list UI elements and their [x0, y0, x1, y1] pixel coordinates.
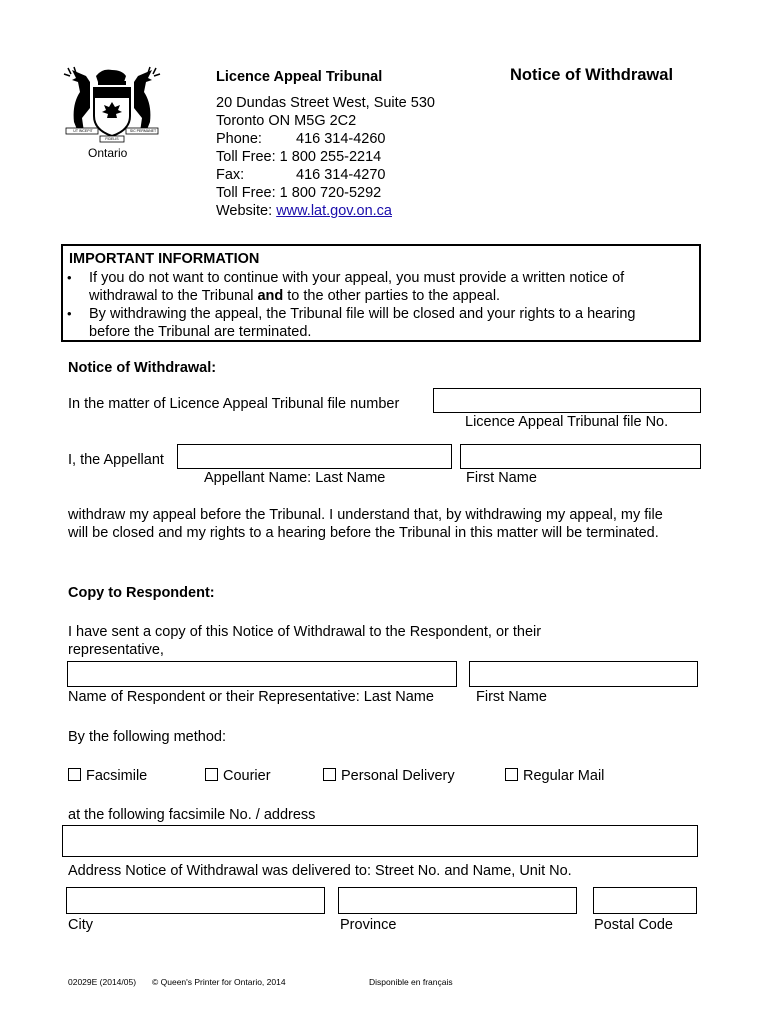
address-line-2: Toronto ON M5G 2C2 — [216, 113, 357, 129]
respondent-first-name-input[interactable] — [469, 661, 698, 687]
website-label: Website: — [216, 203, 273, 219]
bullet-icon: • — [67, 306, 72, 321]
form-number: 02029E (2014/05) — [68, 977, 137, 987]
french-available: Disponible en français — [369, 977, 453, 987]
courier-checkbox[interactable] — [205, 768, 218, 781]
fax-address-input[interactable] — [62, 825, 698, 857]
org-name: Licence Appeal Tribunal — [216, 69, 383, 85]
ontario-coat-of-arms-logo — [62, 66, 162, 166]
info-heading: IMPORTANT INFORMATION — [69, 251, 260, 267]
motto-left: UT INCEPIT — [73, 129, 93, 133]
method-facsimile[interactable]: Facsimile — [68, 768, 147, 784]
method-personal-delivery[interactable]: Personal Delivery — [323, 768, 455, 784]
province-name: Ontario — [88, 146, 128, 160]
coat-of-arms-icon — [62, 66, 162, 146]
info-bullet-2 — [67, 305, 635, 341]
postal-code-input[interactable] — [593, 887, 697, 914]
bullet-icon: • — [67, 270, 72, 285]
appellant-text: I, the Appellant — [68, 452, 164, 468]
info-bullet-1 — [67, 269, 624, 305]
info-bullet-2-line-2: before the Tribunal are terminated. — [89, 324, 312, 340]
respondent-first-name-label: First Name — [476, 689, 547, 705]
withdraw-statement-line-2: will be closed and my rights to a hearing before the Tribunal in this matter will be terminated. — [68, 525, 659, 541]
phone-number: 416 314-4260 — [296, 131, 386, 147]
file-number-label: Licence Appeal Tribunal file No. — [465, 414, 669, 430]
appellant-last-name-label: Appellant Name: Last Name — [204, 470, 386, 486]
personal-delivery-checkbox[interactable] — [323, 768, 336, 781]
province-label: Province — [340, 917, 397, 933]
fax-address-text: at the following facsimile No. / address — [68, 807, 316, 823]
important-information-box — [61, 244, 701, 342]
facsimile-checkbox[interactable] — [68, 768, 81, 781]
doc-title: Notice of Withdrawal — [510, 66, 674, 84]
city-label: City — [68, 917, 93, 933]
sent-copy-line-2: representative, — [68, 642, 164, 658]
motto-bottom: FIDELIS — [105, 137, 119, 141]
info-bullet-1-line-1: If you do not want to continue with your appeal, you must provide a written notice of — [89, 270, 625, 286]
info-bullet-1-line-2: withdrawal to the Tribunal and to the other parties to the appeal. — [89, 288, 501, 304]
method-courier[interactable]: Courier — [205, 768, 271, 784]
appellant-last-name-input[interactable] — [177, 444, 452, 469]
address-line-1: 20 Dundas Street West, Suite 530 — [216, 95, 435, 111]
method-text: By the following method: — [68, 729, 226, 745]
phone-label: Phone: — [216, 131, 262, 147]
copy-heading: Copy to Respondent: — [68, 585, 215, 601]
sent-copy-line-1: I have sent a copy of this Notice of Withdrawal to the Respondent, or their — [68, 624, 542, 640]
regular-mail-checkbox[interactable] — [505, 768, 518, 781]
province-input[interactable] — [338, 887, 577, 914]
toll-free-fax: Toll Free: 1 800 720-5292 — [216, 185, 382, 201]
method-regular-mail[interactable]: Regular Mail — [505, 768, 604, 784]
website-link[interactable]: www.lat.gov.on.ca — [276, 203, 392, 219]
withdraw-statement-line-1: withdraw my appeal before the Tribunal. I understand that, by withdrawing my appeal, my file — [68, 507, 663, 523]
postal-code-label: Postal Code — [594, 917, 673, 933]
info-bullet-2-line-1: By withdrawing the appeal, the Tribunal file will be closed and your rights to a hearing — [89, 306, 636, 322]
fax-number: 416 314-4270 — [296, 167, 386, 183]
appellant-first-name-input[interactable] — [460, 444, 701, 469]
file-number-input[interactable] — [433, 388, 701, 413]
notice-heading: Notice of Withdrawal: — [68, 360, 217, 376]
respondent-last-name-label: Name of Respondent or their Representative: Last Name — [68, 689, 434, 705]
motto-right: SIC PERMANET — [129, 129, 157, 133]
fax-label: Fax: — [216, 167, 245, 183]
appellant-first-name-label: First Name — [466, 470, 537, 486]
website-row — [216, 203, 392, 219]
delivery-address-text: Address Notice of Withdrawal was delivered to: Street No. and Name, Unit No. — [68, 863, 572, 879]
respondent-last-name-input[interactable] — [67, 661, 457, 687]
toll-free-phone: Toll Free: 1 800 255-2214 — [216, 149, 382, 165]
city-input[interactable] — [66, 887, 325, 914]
matter-text: In the matter of Licence Appeal Tribunal file number — [68, 396, 400, 412]
copyright: © Queen's Printer for Ontario, 2014 — [152, 977, 286, 987]
